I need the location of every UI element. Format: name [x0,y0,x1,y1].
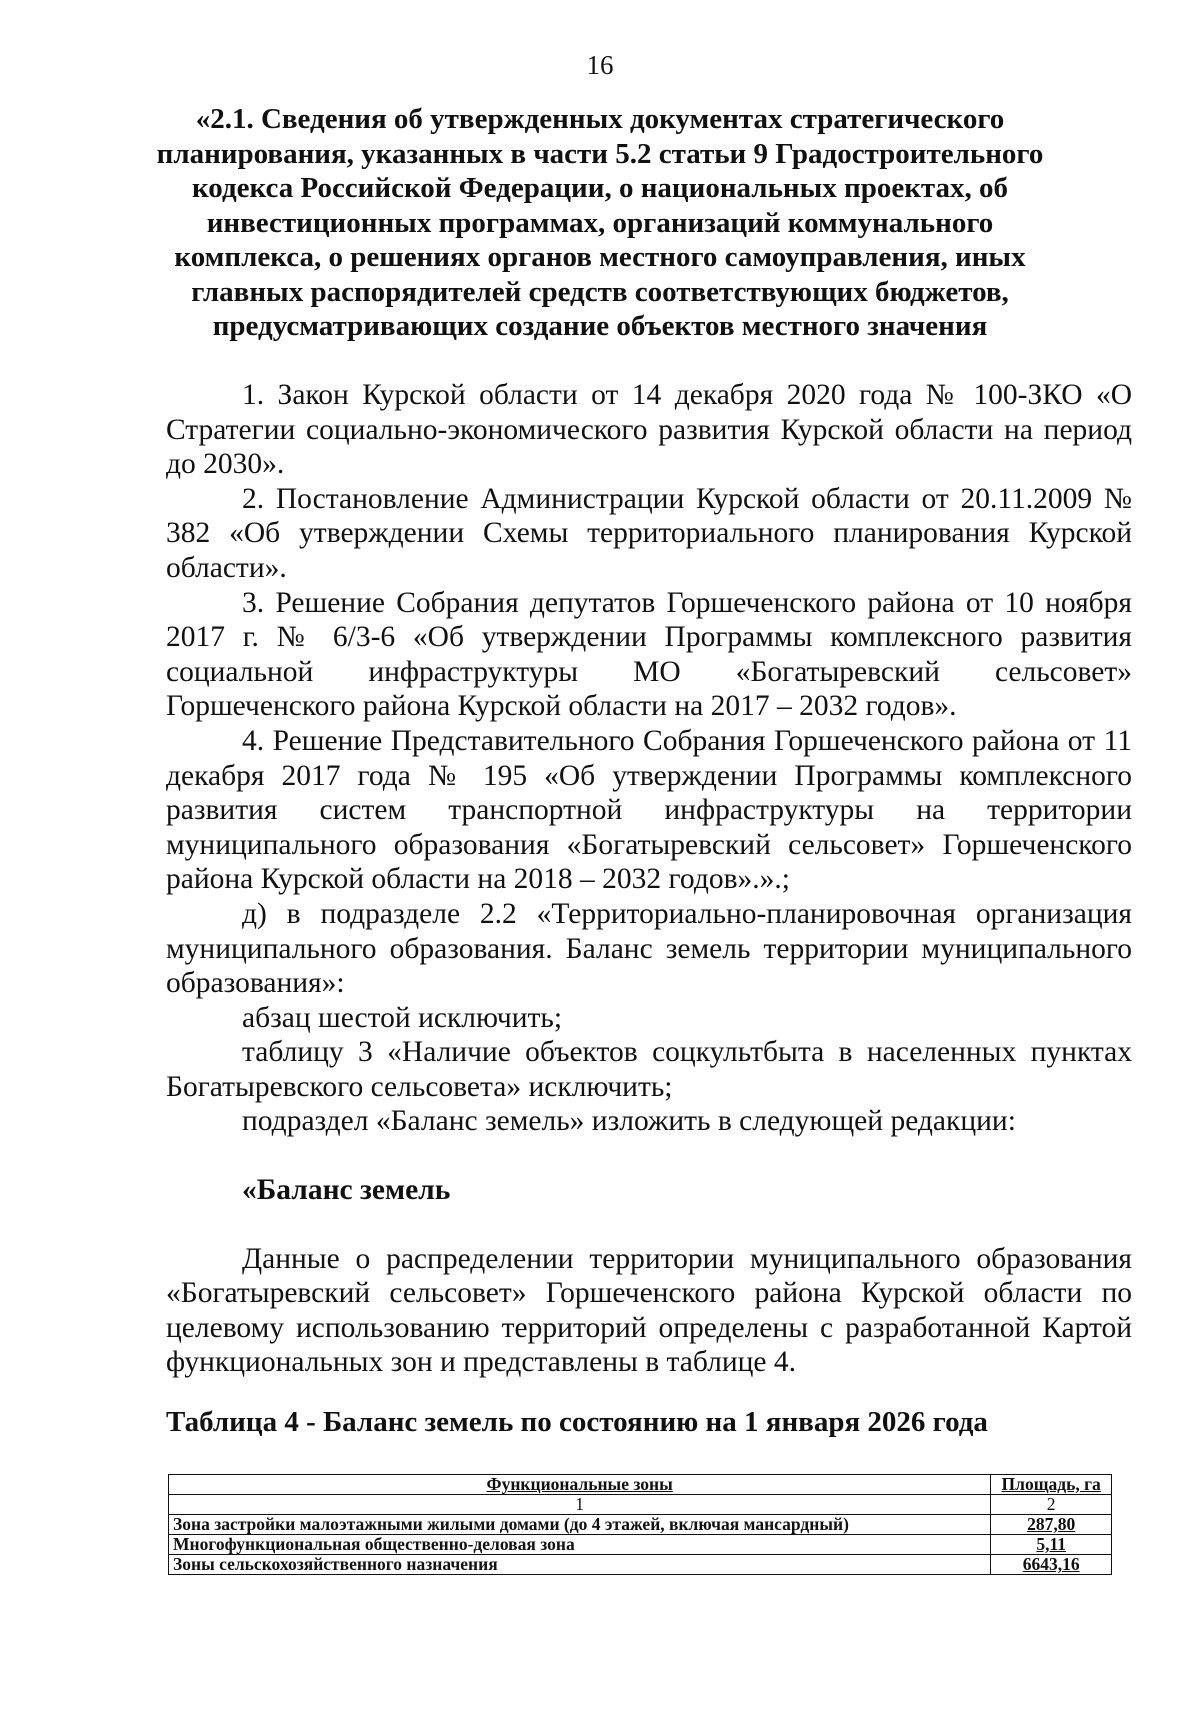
land-balance-table [168,1474,1112,1575]
table-header-zones: Функциональные зоны [169,1475,991,1495]
section-heading: «2.1. Сведения об утвержденных документах стратегического планирования, указанных в части 5.2 статьи 9 Градостроительного кодекса Российской Федерации, о национальных проектах, об инвестиционных программах, организаций коммунального комплекса, о решениях органов местного самоуправления, иных главных распорядителей средств соответствующих бюджетов, предусматривающих создание объектов местного значения [156,103,1044,342]
table-row [169,1555,1112,1575]
column-number: 1 [169,1495,991,1515]
table-title: Таблица 4 - Баланс земель по состоянию на 1 января 2026 года [166,1406,988,1438]
table-cell-zone: Зоны сельскохозяйственного назначения [169,1555,991,1575]
table-header-area: Площадь, га [991,1475,1112,1495]
paragraph-subsection-d: д) в подразделе 2.2 «Территориально-планировочная организация муниципального образования. Баланс земель территории муниципального образования»: [166,897,1132,1000]
table-cell-area: 5,11 [991,1535,1112,1555]
paragraph-item-4: 4. Решение Представительного Собрания Горшеченского района от 11 декабря 2017 года № 195 «Об утверждении Программы комплексного развития систем транспортной инфраструктуры на территории муниципального образования «Богатыревский сельсовет» Горшеченского района Курской области на 2018 – 2032 годов».».; [166,724,1132,896]
page-number: 16 [586,50,614,80]
paragraph-item-1: 1. Закон Курской области от 14 декабря 2020 года № 100-ЗКО «О Стратегии социально-экономического развития Курской области на период до 2030». [166,379,1132,481]
column-number: 2 [991,1495,1112,1515]
table-column-number-row [169,1495,1112,1515]
paragraph-item-3: 3. Решение Собрания депутатов Горшеченского района от 10 ноября 2017 г. № 6/3-6 «Об утверждении Программы комплексного развития социальной инфраструктуры МО «Богатыревский сельсовет» Горшеченского района Курской области на 2017 – 2032 годов». [166,586,1132,723]
table-cell-zone: Многофункциональная общественно-деловая зона [169,1535,991,1555]
table-header-row [169,1475,1112,1495]
paragraph-item-2: 2. Постановление Администрации Курской области от 20.11.2009 № 382 «Об утверждении Схемы территориального планирования Курской области». [166,482,1132,584]
intro-paragraph: Данные о распределении территории муниципального образования «Богатыревский сельсовет» Горшеченского района Курской области по целевому использованию территорий определены с разработанной Картой функциональных зон и представлены в таблице 4. [166,1242,1132,1379]
paragraph-remove-table-3: таблицу 3 «Наличие объектов соцкультбыта в населенных пунктах Богатыревского сельсовета» исключить; [166,1036,1132,1103]
table-cell-area: 6643,16 [991,1555,1112,1575]
paragraph-new-edition: подраздел «Баланс земель» изложить в следующей редакции: [242,1105,1016,1138]
table-cell-area: 287,80 [991,1515,1112,1535]
table-row [169,1515,1112,1535]
subsection-heading: «Баланс земель [242,1174,451,1207]
body-text [166,378,1132,1380]
table-row [169,1535,1112,1555]
table-cell-zone: Зона застройки малоэтажными жилыми домами (до 4 этажей, включая мансардный) [169,1515,991,1535]
paragraph-remove-sixth: абзац шестой исключить; [242,1001,563,1034]
